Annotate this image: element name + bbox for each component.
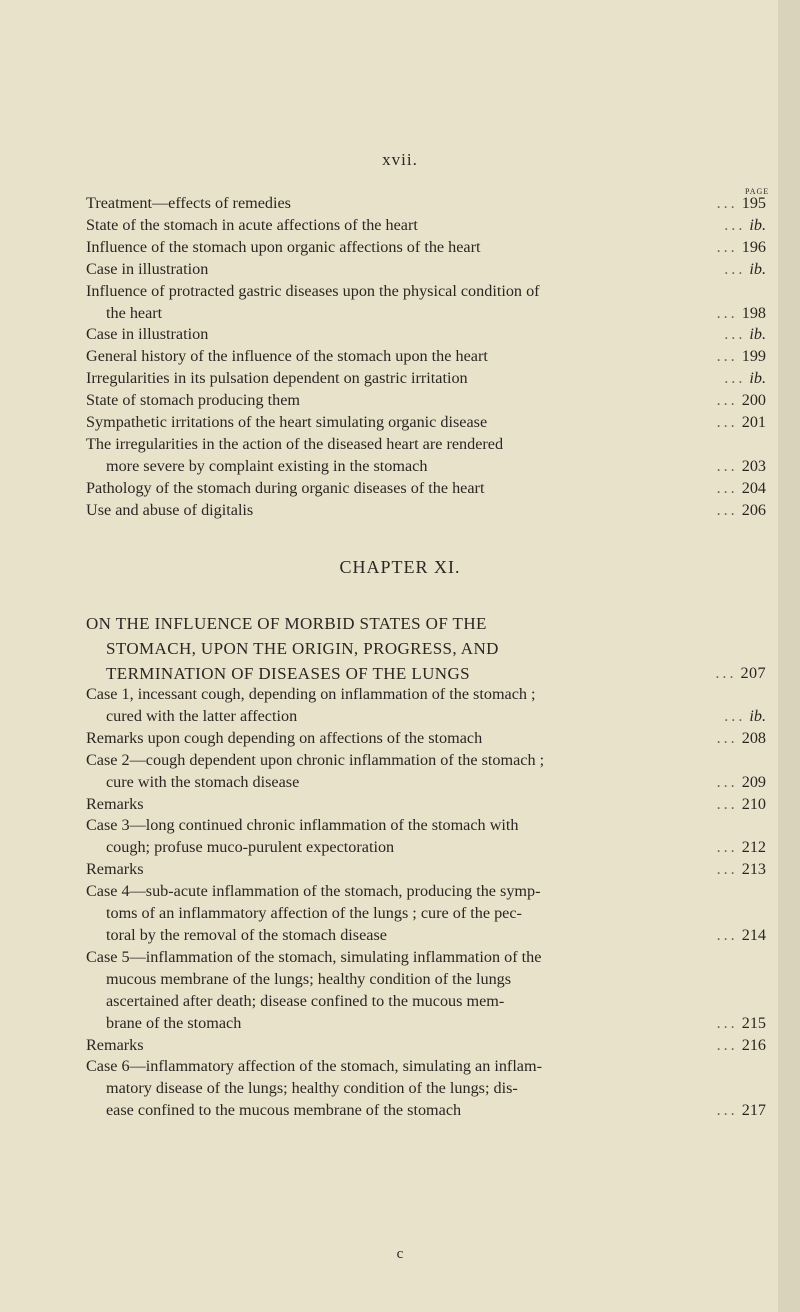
toc-entry-title: Remarks	[86, 860, 144, 879]
toc-entry	[86, 500, 766, 522]
toc-entry-title: Case 5—inflammation of the stomach, simulating inflammation of the	[86, 947, 542, 966]
toc-entry-page: ... 206	[716, 500, 766, 519]
toc-entry-title: State of stomach producing them	[86, 391, 300, 410]
toc-entry	[86, 881, 766, 947]
toc-entry	[86, 434, 766, 478]
toc-entry-title: Case 1, incessant cough, depending on inflammation of the stomach ;	[86, 685, 536, 703]
toc-entry-continuation: cured with the latter affection	[106, 706, 298, 725]
toc-entry	[86, 346, 766, 368]
chapter-heading-line-1: ON THE INFLUENCE OF MORBID STATES OF THE	[86, 614, 487, 633]
toc-entry-page: ... 200	[716, 391, 766, 410]
toc-entry-page: ... ib.	[724, 369, 766, 388]
toc-entry-continuation: matory disease of the lungs; healthy condition of the lungs; dis-	[106, 1079, 518, 1098]
toc-entry	[86, 750, 766, 794]
toc-entry-title: General history of the influence of the stomach upon the heart	[86, 347, 488, 366]
toc-entry-page: ... ib.	[724, 706, 766, 725]
page-column-label: PAGE	[745, 187, 770, 196]
toc-entry-title: Influence of protracted gastric diseases upon the physical condition of	[86, 281, 540, 300]
toc-entry-continuation: the heart	[106, 303, 163, 322]
toc-entry	[86, 794, 766, 816]
toc-entry	[86, 324, 766, 346]
toc-entry	[86, 412, 766, 434]
toc-entry-page: ... 201	[716, 413, 766, 432]
toc-entry-title: Sympathetic irritations of the heart simulating organic disease	[86, 413, 488, 432]
toc-entry	[86, 684, 766, 728]
toc-entry-continuation: brane of the stomach	[106, 1013, 242, 1032]
chapter-heading-line-2: STOMACH, UPON THE ORIGIN, PROGRESS, AND	[106, 639, 499, 658]
toc-entry	[86, 947, 766, 1035]
toc-entry	[86, 281, 766, 325]
toc-entry-page: ... 195	[716, 194, 766, 212]
chapter-heading	[86, 611, 766, 686]
chapter-title: CHAPTER XI.	[339, 557, 461, 577]
toc-entry	[86, 728, 766, 750]
toc-entry-continuation: ease confined to the mucous membrane of the stomach	[106, 1101, 462, 1120]
toc-entry-title: The irregularities in the action of the diseased heart are rendered	[86, 434, 504, 453]
toc-entry-title: Case 3—long continued chronic inflammation of the stomach with	[86, 816, 519, 835]
toc-entry-page: ... 213	[716, 860, 766, 879]
toc-entry	[86, 390, 766, 412]
toc-entry	[86, 859, 766, 881]
toc-entry-page: ... 199	[716, 347, 766, 366]
toc-entry-continuation: cough; profuse muco-purulent expectoration	[106, 838, 395, 857]
toc-entry-page: ... 215	[716, 1013, 766, 1032]
toc-entry-title: Pathology of the stomach during organic diseases of the heart	[86, 478, 485, 497]
toc-entry-title: State of the stomach in acute affections of the heart	[86, 215, 418, 234]
toc-entry-title: Influence of the stomach upon organic affections of the heart	[86, 237, 481, 256]
toc-entry	[86, 478, 766, 500]
page-edge	[778, 0, 800, 1312]
toc-entry-title: Irregularities in its pulsation dependent on gastric irritation	[86, 369, 468, 388]
toc-entry-title: Case in illustration	[86, 325, 209, 344]
toc-entry-title: Case 2—cough dependent upon chronic inflammation of the stomach ;	[86, 750, 545, 769]
toc-entry	[86, 193, 766, 215]
toc-entry-continuation: mucous membrane of the lungs; healthy condition of the lungs	[106, 969, 512, 988]
toc-entry-page: ... 216	[716, 1035, 766, 1054]
toc-entry-title: Treatment—effects of remedies	[86, 194, 291, 212]
toc-entry-title: Case 4—sub-acute inflammation of the stomach, producing the symp-	[86, 882, 541, 901]
signature-mark: c	[396, 1246, 404, 1262]
toc-entry	[86, 1035, 766, 1057]
toc-entry-page: ... ib.	[724, 325, 766, 344]
toc-entry-continuation: cure with the stomach disease	[106, 772, 300, 791]
toc-entry-page: ... 203	[716, 456, 766, 475]
toc-entry-title: Remarks upon cough depending on affections of the stomach	[86, 728, 483, 747]
chapter-heading-page: ... 207	[715, 664, 766, 682]
toc-entry-page: ... 214	[716, 925, 766, 944]
toc-entry	[86, 259, 766, 281]
toc-entry-page: ... 198	[716, 303, 766, 322]
chapter-heading-line-3: TERMINATION OF DISEASES OF THE LUNGS	[106, 664, 471, 683]
toc-entry-page: ... 208	[716, 728, 766, 747]
toc-entry-continuation: toral by the removal of the stomach disease	[106, 925, 387, 944]
toc-entry-continuation: toms of an inflammatory affection of the lungs ; cure of the pec-	[106, 904, 522, 923]
toc-entry-page: ... ib.	[724, 259, 766, 278]
toc-entry-continuation: ascertained after death; disease confined to the mucous mem-	[106, 991, 505, 1010]
toc-entry-page: ... 212	[716, 838, 766, 857]
page-folio: xvii.	[382, 150, 418, 169]
toc-entry-title: Case in illustration	[86, 259, 209, 278]
toc-entry-page: ... 209	[716, 772, 766, 791]
toc-entry-title: Remarks	[86, 1035, 144, 1054]
toc-entry-page: ... 217	[716, 1101, 766, 1120]
toc-section-bottom	[86, 684, 766, 1122]
toc-entry-page: ... 204	[716, 478, 766, 497]
toc-entry-page: ... 196	[716, 237, 766, 256]
toc-entry	[86, 368, 766, 390]
toc-entry-continuation: more severe by complaint existing in the stomach	[106, 456, 428, 475]
toc-section-top	[86, 193, 766, 522]
toc-entry	[86, 237, 766, 259]
toc-entry-page: ... ib.	[724, 215, 766, 234]
toc-entry-title: Case 6—inflammatory affection of the stomach, simulating an inflam-	[86, 1057, 542, 1076]
toc-entry	[86, 815, 766, 859]
toc-entry-title: Use and abuse of digitalis	[86, 500, 254, 519]
toc-entry	[86, 215, 766, 237]
toc-entry-title: Remarks	[86, 794, 144, 813]
toc-entry	[86, 1056, 766, 1122]
toc-entry-page: ... 210	[716, 794, 766, 813]
